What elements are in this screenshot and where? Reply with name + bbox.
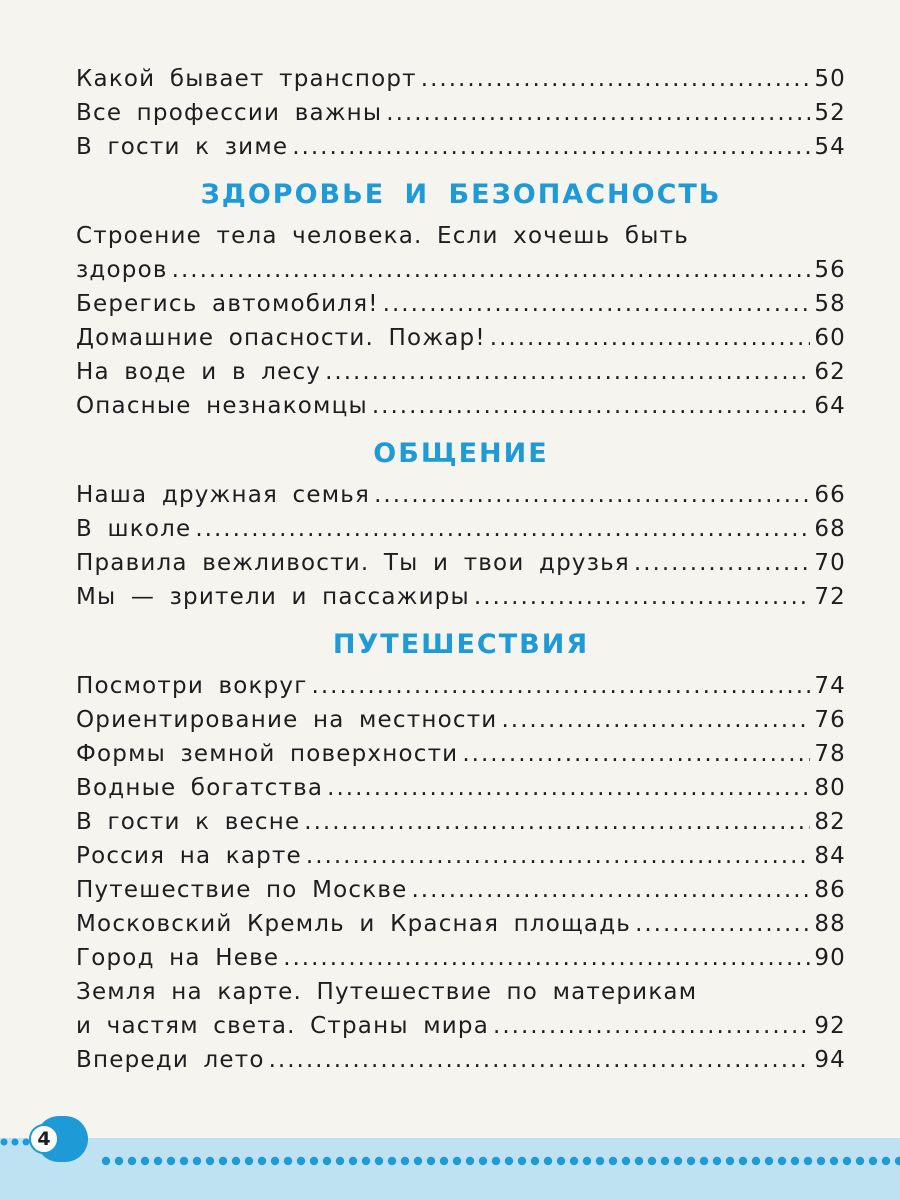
toc-section bbox=[76, 628, 846, 1077]
toc-entry-title: Мы — зрители и пассажиры bbox=[76, 584, 470, 610]
dot-leader bbox=[493, 1009, 810, 1043]
toc-entry bbox=[76, 512, 846, 546]
table-of-contents bbox=[76, 62, 846, 1077]
toc-section bbox=[76, 62, 846, 164]
toc-entry bbox=[76, 805, 846, 839]
toc-entry bbox=[76, 96, 846, 130]
dot-leader bbox=[386, 96, 810, 130]
toc-entry-page: 84 bbox=[814, 843, 846, 869]
toc-entry-title: Московский Кремль и Красная площадь bbox=[76, 911, 632, 937]
toc-section bbox=[76, 178, 846, 423]
dot-leader bbox=[306, 839, 810, 873]
toc-entry bbox=[76, 389, 846, 423]
toc-entry-page: 78 bbox=[814, 741, 846, 767]
toc-entry-title: Водные богатства bbox=[76, 775, 324, 801]
dot-leader bbox=[292, 130, 810, 164]
toc-entry-title-line1: Строение тела человека. Если хочешь быть bbox=[76, 223, 689, 249]
dot-leader bbox=[312, 669, 811, 703]
toc-entry bbox=[76, 219, 846, 287]
toc-entry bbox=[76, 546, 846, 580]
toc-entry bbox=[76, 1043, 846, 1077]
toc-entry bbox=[76, 737, 846, 771]
toc-entry-title: здоров bbox=[76, 257, 168, 283]
dot-leader bbox=[304, 805, 810, 839]
toc-entry-title: Формы земной поверхности bbox=[76, 741, 459, 767]
toc-entry-page: 82 bbox=[814, 809, 846, 835]
dot-leader bbox=[635, 907, 810, 941]
toc-entry-page: 70 bbox=[814, 550, 846, 576]
section-heading: ОБЩЕНИЕ bbox=[373, 438, 549, 469]
toc-entry-page: 58 bbox=[814, 291, 846, 317]
toc-entry-page: 50 bbox=[814, 66, 846, 92]
toc-entry bbox=[76, 287, 846, 321]
toc-entry-title: Правила вежливости. Ты и твои друзья bbox=[76, 550, 630, 576]
toc-entry-title: Путешествие по Москве bbox=[76, 877, 408, 903]
dotted-line-icon bbox=[100, 1154, 900, 1168]
dot-leader bbox=[421, 62, 811, 96]
toc-entry-title: Наша дружная семья bbox=[76, 482, 371, 508]
toc-entry-page: 56 bbox=[814, 257, 846, 283]
toc-entry-page: 64 bbox=[814, 393, 846, 419]
toc-entry bbox=[76, 975, 846, 1043]
toc-entry bbox=[76, 839, 846, 873]
toc-entry-last-line bbox=[76, 1009, 846, 1043]
toc-entry-title: Впереди лето bbox=[76, 1047, 265, 1073]
toc-entry-page: 76 bbox=[814, 707, 846, 733]
toc-entry-title: и частям света. Страны мира bbox=[76, 1013, 490, 1039]
toc-entry-last-line bbox=[76, 253, 846, 287]
toc-entry bbox=[76, 703, 846, 737]
toc-entry bbox=[76, 321, 846, 355]
toc-entry-page: 86 bbox=[814, 877, 846, 903]
dot-leader bbox=[283, 941, 810, 975]
toc-entry-page: 52 bbox=[814, 100, 846, 126]
dot-leader bbox=[195, 512, 810, 546]
toc-entry-page: 94 bbox=[814, 1047, 846, 1073]
toc-entry-title: Берегись автомобиля! bbox=[76, 291, 379, 317]
toc-entry-title: В гости к зиме bbox=[76, 134, 289, 160]
dot-leader bbox=[383, 287, 811, 321]
toc-entry-title: Какой бывает транспорт bbox=[76, 66, 417, 92]
dot-leader bbox=[269, 1043, 811, 1077]
toc-entry bbox=[76, 580, 846, 614]
dot-leader bbox=[462, 737, 810, 771]
toc-entry-title: Россия на карте bbox=[76, 843, 302, 869]
toc-entry bbox=[76, 478, 846, 512]
dot-leader bbox=[372, 389, 811, 423]
toc-entry-page: 92 bbox=[814, 1013, 846, 1039]
section-heading: ЗДОРОВЬЕ И БЕЗОПАСНОСТЬ bbox=[200, 179, 722, 210]
toc-entry-page: 74 bbox=[814, 673, 846, 699]
dot-leader bbox=[490, 321, 811, 355]
toc-entry-page: 90 bbox=[814, 945, 846, 971]
toc-entry-title: В школе bbox=[76, 516, 192, 542]
toc-entry-page: 54 bbox=[814, 134, 846, 160]
dot-leader bbox=[172, 253, 811, 287]
toc-entry-page: 72 bbox=[814, 584, 846, 610]
toc-entry-title: На воде и в лесу bbox=[76, 359, 322, 385]
toc-entry-page: 60 bbox=[814, 325, 846, 351]
toc-entry bbox=[76, 130, 846, 164]
toc-entry bbox=[76, 62, 846, 96]
toc-entry-page: 88 bbox=[814, 911, 846, 937]
dot-leader bbox=[374, 478, 810, 512]
toc-entry-page: 80 bbox=[814, 775, 846, 801]
section-heading: ПУТЕШЕСТВИЯ bbox=[332, 629, 590, 660]
toc-entry bbox=[76, 907, 846, 941]
dot-leader bbox=[325, 355, 810, 389]
dot-leader bbox=[474, 580, 810, 614]
toc-entry-title: Домашние опасности. Пожар! bbox=[76, 325, 486, 351]
toc-entry-page: 62 bbox=[814, 359, 846, 385]
toc-entry-page: 68 bbox=[814, 516, 846, 542]
dot-leader bbox=[411, 873, 810, 907]
toc-entry bbox=[76, 355, 846, 389]
toc-section bbox=[76, 437, 846, 614]
toc-entry-title: В гости к весне bbox=[76, 809, 301, 835]
toc-entry-title-line1: Земля на карте. Путешествие по материкам bbox=[76, 979, 698, 1005]
footer-dots-decoration bbox=[100, 1154, 900, 1168]
page-number: 4 bbox=[29, 1124, 59, 1154]
toc-entry-title: Город на Неве bbox=[76, 945, 280, 971]
toc-entry bbox=[76, 669, 846, 703]
toc-entry-title: Все профессии важны bbox=[76, 100, 383, 126]
toc-entry-page: 66 bbox=[814, 482, 846, 508]
toc-entry bbox=[76, 771, 846, 805]
toc-entry bbox=[76, 941, 846, 975]
dot-leader bbox=[634, 546, 810, 580]
toc-entry-title: Опасные незнакомцы bbox=[76, 393, 368, 419]
toc-entry bbox=[76, 873, 846, 907]
toc-entry-title: Посмотри вокруг bbox=[76, 673, 308, 699]
dot-leader bbox=[327, 771, 810, 805]
toc-entry-title: Ориентирование на местности bbox=[76, 707, 498, 733]
footer-strip bbox=[0, 1138, 900, 1200]
dot-leader bbox=[501, 703, 810, 737]
